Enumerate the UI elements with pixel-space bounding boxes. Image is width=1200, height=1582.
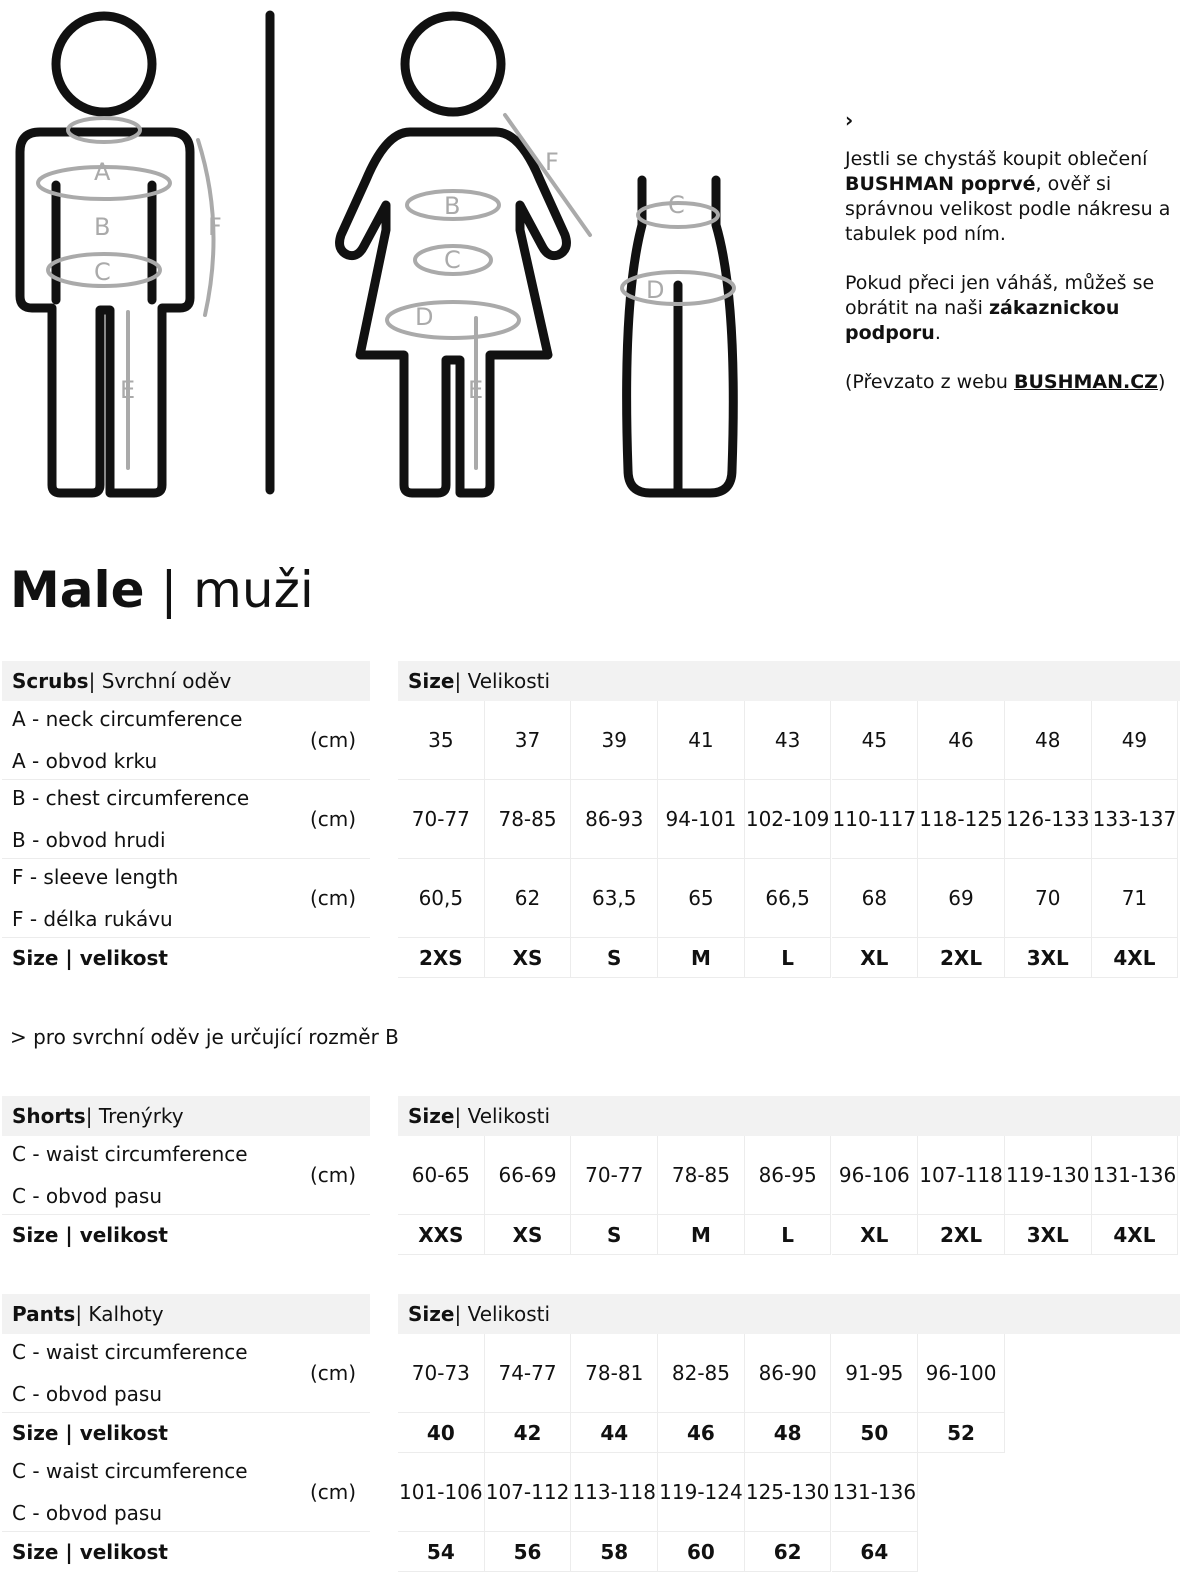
value-cell: 60-65 — [398, 1136, 485, 1215]
value-cell: 131-136 — [832, 1453, 919, 1532]
measure-label: C - waist circumference C - obvod pasu — [2, 1136, 296, 1215]
value-cell: 86-93 — [571, 780, 658, 859]
measurement-figures — [0, 0, 800, 520]
label-c: C — [94, 258, 111, 286]
value-cell: 118-125 — [918, 780, 1005, 859]
intro-text — [845, 108, 1190, 419]
value-cell: 43 — [745, 701, 832, 780]
label-b-female: B — [444, 192, 461, 220]
value-cell: 66-69 — [485, 1136, 572, 1215]
size-cell: 2XS — [398, 938, 485, 978]
shorts-size-header: Size | Velikosti — [398, 1096, 1180, 1136]
value-cell: 35 — [398, 701, 485, 780]
value-cell: 70-77 — [398, 780, 485, 859]
value-cell: 70-73 — [398, 1334, 485, 1413]
value-cell: 125-130 — [745, 1453, 832, 1532]
size-cell: 46 — [658, 1413, 745, 1453]
value-cell: 133-137 — [1092, 780, 1179, 859]
label-e: E — [120, 376, 136, 404]
chevron-icon: › — [845, 108, 854, 132]
size-cell: 2XL — [918, 938, 1005, 978]
value-cell: 107-118 — [918, 1136, 1005, 1215]
value-cell: 78-81 — [571, 1334, 658, 1413]
value-cell: 119-124 — [658, 1453, 745, 1532]
size-cell: 60 — [658, 1532, 745, 1572]
label-d-pants: D — [646, 276, 665, 304]
value-cell: 45 — [832, 701, 919, 780]
measure-label: F - sleeve length F - délka rukávu — [2, 859, 296, 938]
measure-label: C - waist circumference C - obvod pasu — [2, 1334, 296, 1413]
size-cell: 52 — [918, 1413, 1005, 1453]
value-cell: 48 — [1005, 701, 1092, 780]
value-cell: 41 — [658, 701, 745, 780]
value-cell: 94-101 — [658, 780, 745, 859]
value-cell: 39 — [571, 701, 658, 780]
label-c-pants: C — [668, 191, 685, 219]
label-d-female: D — [415, 303, 434, 331]
bushman-link[interactable]: BUSHMAN.CZ — [1013, 371, 1158, 393]
size-cell: 62 — [745, 1532, 832, 1572]
size-cell: 48 — [745, 1413, 832, 1453]
size-cell: 4XL — [1092, 938, 1179, 978]
label-a: A — [94, 158, 111, 186]
unit-cm: (cm) — [296, 859, 370, 938]
measure-label: A - neck circumference A - obvod krku — [2, 701, 296, 780]
value-cell: 101-106 — [398, 1453, 485, 1532]
size-cell: M — [658, 1215, 745, 1255]
label-e-female: E — [468, 376, 484, 404]
unit-cm: (cm) — [296, 1334, 370, 1413]
size-cell: S — [571, 938, 658, 978]
size-cell: XS — [485, 1215, 572, 1255]
value-cell: 60,5 — [398, 859, 485, 938]
size-cell: 50 — [832, 1413, 919, 1453]
value-cell: 119-130 — [1005, 1136, 1092, 1215]
value-cell: 78-85 — [485, 780, 572, 859]
pants-header: Pants | Kalhoty — [2, 1294, 370, 1334]
size-cell: XL — [832, 1215, 919, 1255]
value-cell: 107-112 — [485, 1453, 572, 1532]
size-cell: L — [745, 1215, 832, 1255]
size-cell: L — [745, 938, 832, 978]
value-cell: 46 — [918, 701, 1005, 780]
value-cell: 86-90 — [745, 1334, 832, 1413]
value-cell: 96-100 — [918, 1334, 1005, 1413]
measure-label: B - chest circumference B - obvod hrudi — [2, 780, 296, 859]
support-link[interactable]: zákaznickou podporu — [845, 297, 1120, 344]
size-cell: XXS — [398, 1215, 485, 1255]
size-cell: 64 — [832, 1532, 919, 1572]
value-cell: 102-109 — [745, 780, 832, 859]
value-cell: 69 — [918, 859, 1005, 938]
label-f-female: F — [545, 148, 559, 176]
value-cell: 65 — [658, 859, 745, 938]
value-cell: 110-117 — [832, 780, 919, 859]
value-cell: 70-77 — [571, 1136, 658, 1215]
label-c-female: C — [444, 246, 461, 274]
unit-cm: (cm) — [296, 701, 370, 780]
size-cell: 3XL — [1005, 938, 1092, 978]
value-cell: 66,5 — [745, 859, 832, 938]
intro-paragraph-2: Pokud přeci jen váháš, můžeš se obrátit na naši zákaznickou podporu. — [845, 272, 1155, 344]
value-cell: 49 — [1092, 701, 1179, 780]
value-cell: 70 — [1005, 859, 1092, 938]
label-b: B — [94, 213, 111, 241]
pants-size-header: Size | Velikosti — [398, 1294, 1180, 1334]
intro-paragraph-3: (Převzato z webu BUSHMAN.CZ) — [845, 371, 1166, 393]
size-cell: 2XL — [918, 1215, 1005, 1255]
value-cell: 82-85 — [658, 1334, 745, 1413]
size-cell: S — [571, 1215, 658, 1255]
value-cell: 78-85 — [658, 1136, 745, 1215]
size-cell: M — [658, 938, 745, 978]
size-row-label: Size | velikost — [12, 1540, 168, 1564]
value-cell: 63,5 — [571, 859, 658, 938]
value-cell: 62 — [485, 859, 572, 938]
value-cell: 86-95 — [745, 1136, 832, 1215]
size-cell: 44 — [571, 1413, 658, 1453]
unit-cm: (cm) — [296, 780, 370, 859]
value-cell: 113-118 — [571, 1453, 658, 1532]
size-cell: XL — [832, 938, 919, 978]
value-cell: 96-106 — [832, 1136, 919, 1215]
size-row-label: Size | velikost — [12, 1421, 168, 1445]
size-row-label: Size | velikost — [12, 946, 168, 970]
value-cell: 126-133 — [1005, 780, 1092, 859]
size-cell: 56 — [485, 1532, 572, 1572]
scrubs-header: Scrubs | Svrchní oděv — [2, 661, 370, 701]
size-row-label: Size | velikost — [12, 1223, 168, 1247]
unit-cm: (cm) — [296, 1453, 370, 1532]
value-cell: 74-77 — [485, 1334, 572, 1413]
value-cell: 37 — [485, 701, 572, 780]
unit-cm: (cm) — [296, 1136, 370, 1215]
value-cell: 91-95 — [832, 1334, 919, 1413]
size-cell: 42 — [485, 1413, 572, 1453]
size-cell: 3XL — [1005, 1215, 1092, 1255]
intro-paragraph-1: Jestli se chystáš koupit oblečení BUSHMAN poprvé, ověř si správnou velikost podle nákresu a tabulek pod ním. — [845, 148, 1171, 245]
scrubs-note: > pro svrchní oděv je určující rozměr B — [10, 1025, 399, 1049]
shorts-header: Shorts | Trenýrky — [2, 1096, 370, 1136]
size-cell: 40 — [398, 1413, 485, 1453]
label-f: F — [208, 213, 222, 241]
page-title: Male | muži — [10, 561, 314, 619]
size-cell: 54 — [398, 1532, 485, 1572]
measure-label: C - waist circumference C - obvod pasu — [2, 1453, 296, 1532]
value-cell: 68 — [832, 859, 919, 938]
size-cell: 4XL — [1092, 1215, 1179, 1255]
size-cell: 58 — [571, 1532, 658, 1572]
size-cell: XS — [485, 938, 572, 978]
value-cell: 131-136 — [1092, 1136, 1179, 1215]
value-cell: 71 — [1092, 859, 1179, 938]
scrubs-size-header: Size | Velikosti — [398, 661, 1180, 701]
